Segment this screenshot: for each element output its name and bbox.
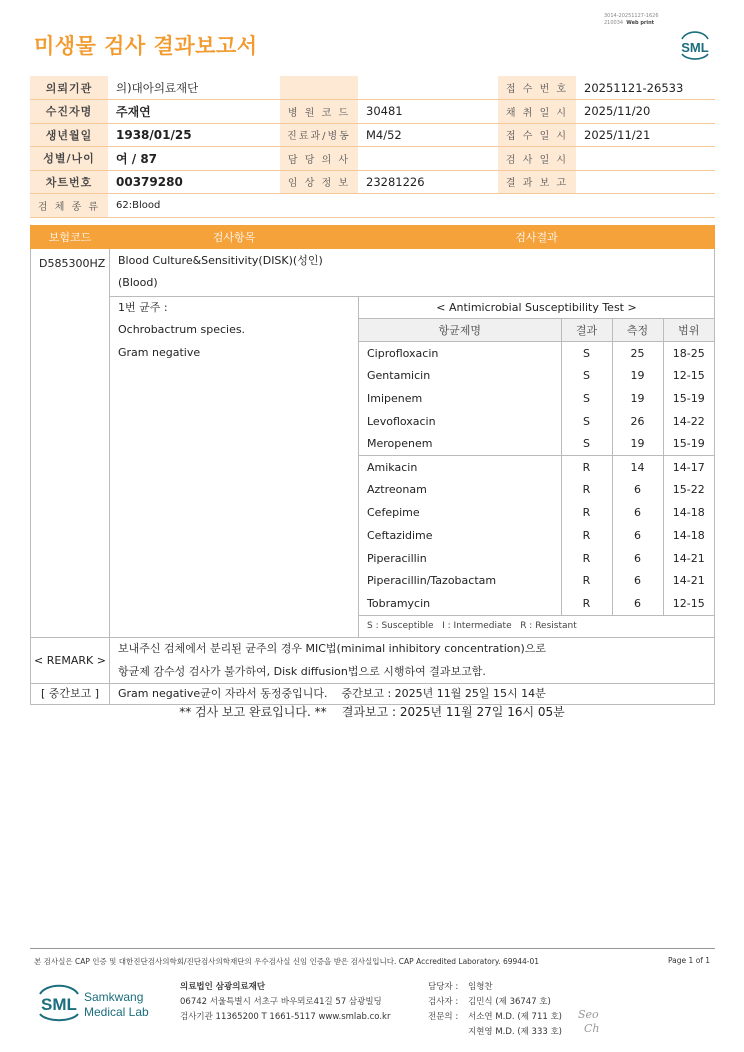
antibiotic-range: 12-15 [663,364,714,387]
info-row [30,170,715,194]
results-table [30,225,715,705]
antibiotic-name: Levofloxacin [367,414,436,428]
remark-cell [110,638,715,684]
info-value: 1938/01/25 [108,123,280,147]
test-name: Blood Culture&Sensitivity(DISK)(성인) [118,254,323,267]
ast-col-result: 결과 [561,319,612,342]
info-value [576,147,715,171]
specimen-label: 검 체 종 류 [30,194,108,218]
info-value: M4/52 [358,123,498,147]
antibiotic-measure: 19 [612,364,663,387]
header-test-item: 검사항목 [110,226,359,249]
signature-image: Seo [578,1008,599,1021]
sml-logo-text: SML [681,40,709,55]
page-number: Page 1 of 1 [668,956,711,965]
antibiotic-row [359,410,714,433]
antibiotic-measure: 26 [612,410,663,433]
antibiotic-row [359,547,714,570]
print-code-line1: 3014-20251127-1626 [604,13,659,19]
info-value: 주재연 [108,100,280,124]
antibiotic-name: Meropenem [367,437,433,451]
antibiotic-result: R [561,592,612,615]
info-row [30,147,715,171]
antibiotic-range: 14-21 [663,570,714,593]
antibiotic-measure: 6 [612,547,663,570]
info-value [576,170,715,194]
antibiotic-name: Gentamicin [367,369,431,383]
antibiotic-range: 15-19 [663,387,714,410]
antibiotic-name: Ciprofloxacin [367,346,439,360]
antibiotic-result: S [561,364,612,387]
samkwang-logo-icon [36,978,156,1024]
report-title: 미생물 검사 결과보고서 [34,34,258,58]
info-row [30,123,715,147]
antibiotic-name: Ceftazidime [367,528,433,542]
info-value: 00379280 [108,170,280,194]
organism-cell [110,296,359,637]
info-value [358,76,498,100]
antibiotic-name: Piperacillin [367,551,427,565]
antibiotic-result: R [561,524,612,547]
remark-line-1: 보내주신 검체에서 분리된 균주의 경우 MIC법(minimal inhibitory concentration)으로 [118,642,547,656]
staff-line [428,1010,562,1025]
antibiotic-measure: 6 [612,592,663,615]
organism-name: Ochrobactrum species. [118,323,246,337]
info-label: 접 수 번 호 [498,76,576,100]
info-label: 수진자명 [30,100,108,124]
info-value: 2025/11/21 [576,123,715,147]
antibiotic-measure: 25 [612,342,663,365]
info-value: 30481 [358,100,498,124]
ast-col-measure: 측정 [612,319,663,342]
interim-text: Gram negative균이 자라서 동정중입니다. 중간보고 : 2025년 11월 25일 15시 14분 [118,686,546,700]
antibiotic-result: R [561,501,612,524]
staff-info [428,980,562,1040]
remark-label-cell [31,638,110,684]
info-value [358,147,498,171]
antibiotic-result: R [561,478,612,501]
antibiotic-row [359,342,714,365]
footer-logo-name2: Medical Lab [84,1005,149,1019]
info-value: 의)대아의료재단 [108,76,280,100]
antibiotic-measure: 19 [612,387,663,410]
specimen-row [30,194,715,218]
info-label: 검 사 일 시 [498,147,576,171]
info-value: 여 / 87 [108,147,280,171]
staff-label: 담당자 : [428,982,459,992]
info-label: 접 수 일 시 [498,123,576,147]
info-label: 차트번호 [30,170,108,194]
info-value: 23281226 [358,170,498,194]
insurance-code-cell [31,249,110,638]
antibiotic-range: 14-21 [663,547,714,570]
antibiotic-result: S [561,433,612,456]
staff-line [428,980,562,995]
footer-divider [30,948,715,949]
antibiotic-result: R [561,570,612,593]
antibiotic-name: Amikacin [359,456,561,479]
info-label: 병 원 코 드 [280,100,358,124]
interim-label: [ 중간보고 ] [40,686,100,700]
specimen-value: 62:Blood [108,194,715,218]
antibiotic-row [359,524,714,547]
antibiotic-measure: 6 [612,524,663,547]
antibiotic-result: S [561,387,612,410]
print-code-line2: 210034 [604,20,624,26]
antibiotic-row [359,456,714,479]
antibiotic-row [359,364,714,387]
antibiotic-measure: 6 [612,570,663,593]
staff-name: 지현영 M.D. (제 333 호) [468,1027,563,1037]
header-test-result: 검사결과 [359,226,715,249]
staff-label: 전문의 : [428,1012,459,1022]
antibiotic-range: 14-18 [663,501,714,524]
antibiotic-row [359,387,714,410]
interim-cell [110,683,715,704]
antibiotic-result: R [561,547,612,570]
staff-name: 김민식 (제 36747 호) [468,997,551,1007]
org-info [180,980,390,1025]
info-label: 생년월일 [30,123,108,147]
insurance-code: D585300HZ [39,257,106,270]
test-specimen: (Blood) [118,276,158,290]
info-label: 의뢰기관 [30,76,108,100]
antibiotic-measure: 6 [612,478,663,501]
antibiotic-name: Cefepime [367,506,420,520]
antibiotic-measure: 19 [612,433,663,456]
info-label: 임 상 정 보 [280,170,358,194]
info-label: 결 과 보 고 [498,170,576,194]
ast-cell [359,296,715,637]
info-label: 담 당 의 사 [280,147,358,171]
remark-line-2: 항균제 감수성 검사가 불가하여, Disk diffusion법으로 시행하여 결과보고함. [118,664,486,678]
staff-name: 서소연 M.D. (제 711 호) [468,1012,563,1022]
ast-legend: S : Susceptible I : Intermediate R : Resistant [359,615,714,637]
org-contact: 검사기관 11365200 T 1661-5117 www.smlab.co.kr [180,1012,391,1022]
sml-logo-icon [676,27,714,61]
signature-image: Ch [584,1022,600,1035]
ast-legend-row [359,615,714,637]
header-insurance-code: 보험코드 [31,226,110,249]
antibiotic-row [359,592,714,615]
antibiotic-row [359,433,714,456]
ast-title: < Antimicrobial Susceptibility Test > [436,301,637,315]
org-address: 06742 서울특별시 서초구 바우뫼로41길 57 삼광빌딩 [180,997,382,1007]
accreditation-note: 본 검사실은 CAP 인증 및 대한진단검사의학회/진단검사의학재단의 우수검사실 신임 인증을 받은 검사실입니다. CAP Accredited Laboratory. 69944-01 [34,957,540,966]
info-label: 진료과/병동 [280,123,358,147]
staff-line [428,995,562,1010]
antibiotic-name: Imipenem [367,392,423,406]
info-row [30,76,715,100]
completion-notice: ** 검사 보고 완료입니다. ** 결과보고 : 2025년 11월 27일 16시 05분 [179,705,565,719]
patient-info-table [30,76,715,218]
antibiotic-measure: 6 [612,501,663,524]
antibiotic-name: Piperacillin/Tazobactam [367,574,497,588]
info-label [280,76,358,100]
antibiotic-result: S [561,410,612,433]
info-value: 20251121-26533 [576,76,715,100]
antibiotic-measure: 14 [612,456,663,479]
antibiotic-range: 18-25 [663,342,714,365]
antibiotic-range: 12-15 [663,592,714,615]
info-value: 2025/11/20 [576,100,715,124]
antibiotic-range: 14-18 [663,524,714,547]
antibiotic-range: 15-19 [663,433,714,456]
footer-logo-text: SML [41,995,77,1014]
footer-logo-name1: Samkwang [84,990,144,1004]
antibiotic-result: R [561,456,612,479]
antibiotic-range: 14-17 [663,456,714,479]
antibiotic-row [359,478,714,501]
colony-label: 1번 균주 : [118,300,168,314]
ast-table [359,297,714,637]
test-name-cell [110,249,715,297]
antibiotic-name: Aztreonam [367,483,427,497]
info-label: 채 취 일 시 [498,100,576,124]
antibiotic-range: 14-22 [663,410,714,433]
antibiotic-name: Tobramycin [367,596,431,610]
antibiotic-result: S [561,342,612,365]
interim-label-cell [31,683,110,704]
print-code [604,13,694,27]
staff-label: 검사자 : [428,997,459,1007]
ast-col-name: 항균제명 [359,319,561,342]
antibiotic-row [359,570,714,593]
info-label: 성별/나이 [30,147,108,171]
antibiotic-range: 15-22 [663,478,714,501]
org-name: 의료법인 삼광의료재단 [180,982,266,992]
staff-line [428,1025,562,1040]
web-print-label: Web print [626,20,655,26]
ast-col-range: 범위 [663,319,714,342]
gram-stain: Gram negative [118,345,201,359]
staff-name: 임형찬 [468,982,493,992]
remark-label: < REMARK > [34,654,106,668]
antibiotic-row [359,501,714,524]
info-row [30,100,715,124]
